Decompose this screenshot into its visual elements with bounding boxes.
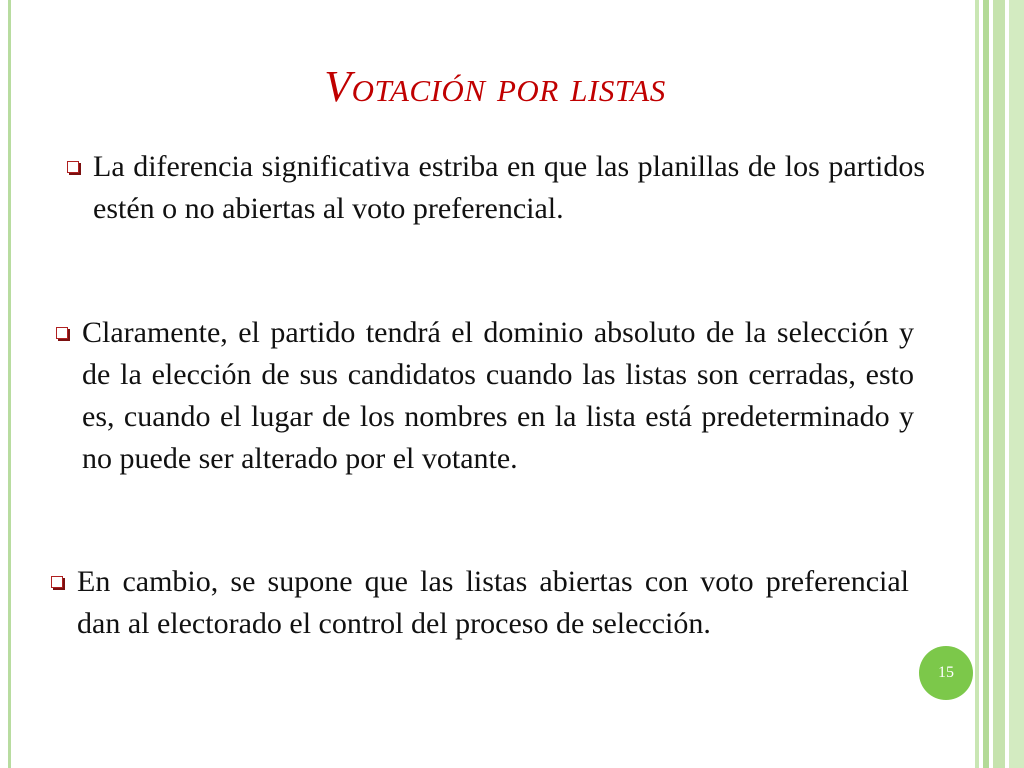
decorative-stripe: [1009, 0, 1024, 768]
page-number-badge: 15: [919, 646, 973, 700]
square-bullet-icon: [56, 327, 68, 339]
square-bullet-icon: [67, 161, 79, 173]
bullet-text: En cambio, se supone que las listas abiertas con voto preferencial dan al electorado el control del proceso de selección.: [77, 565, 909, 640]
bullet-item: [82, 312, 914, 480]
left-border-line: [8, 0, 11, 768]
decorative-stripe: [983, 0, 989, 768]
bullet-text: La diferencia significativa estriba en que las planillas de los partidos estén o no abiertas al voto preferencial.: [93, 150, 925, 225]
decorative-stripe: [993, 0, 1005, 768]
bullet-item: [77, 561, 909, 645]
slide-title: Votación por listas: [324, 62, 666, 111]
bullet-item: [93, 146, 925, 230]
bullet-text: Claramente, el partido tendrá el dominio absoluto de la selección y de la elección de sus candidatos cuando las listas son cerradas, esto es, cuando el lugar de los nombres en la lista está predeterminado y no puede ser alterado por el votante.: [82, 316, 914, 475]
square-bullet-icon: [51, 576, 63, 588]
decorative-stripe: [975, 0, 979, 768]
